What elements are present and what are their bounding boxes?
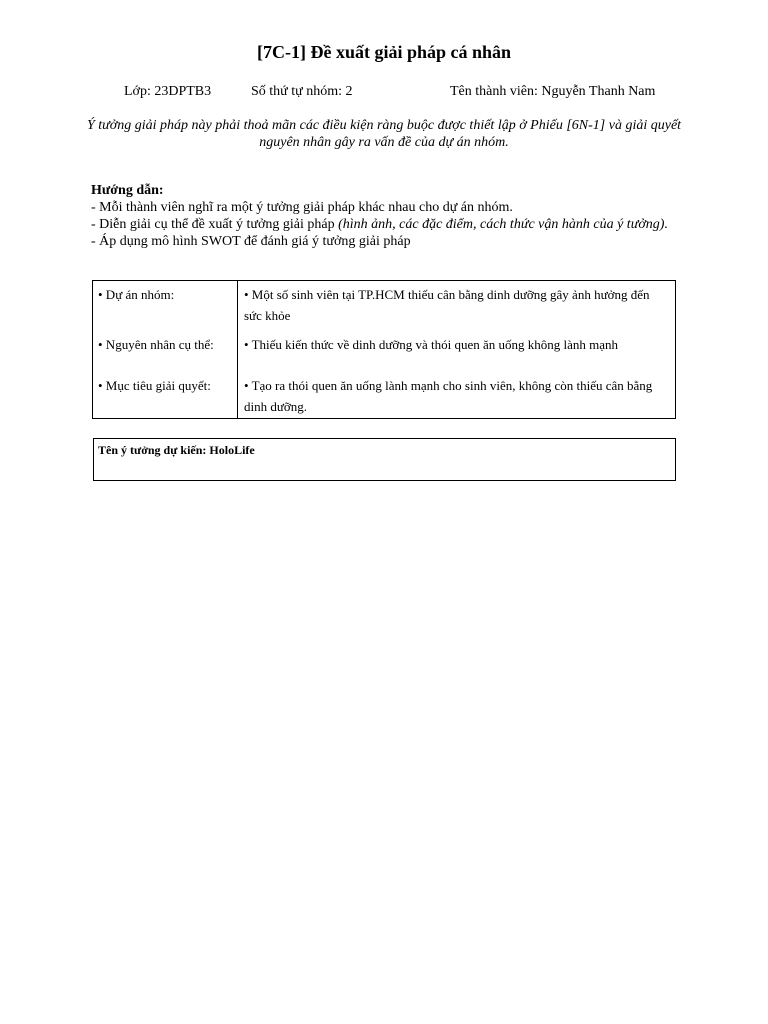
class-info: Lớp: 23DPTB3: [124, 84, 212, 99]
table-label-goal: • Mục tiêu giải quyết:: [98, 378, 211, 393]
table-label-project: • Dự án nhóm:: [98, 287, 175, 302]
guide-line-2-text: - Diễn giải cụ thể đề xuất ý tưởng giải pháp: [91, 217, 339, 232]
document-title: [7C-1] Đề xuất giải pháp cá nhân: [256, 42, 512, 62]
member-name-info: Tên thành viên: Nguyễn Thanh Nam: [450, 84, 656, 99]
table-value-goal: • Tạo ra thói quen ăn uống lành mạnh cho sinh viên, không còn thiếu cân bằng dinh dưỡng.: [244, 378, 653, 414]
intro-paragraph: Ý tưởng giải pháp này phải thoả mãn các điều kiện ràng buộc được thiết lập ở Phiếu [6N-1] và giải quyết nguyên nhân gây ra vấn đề của dự án nhóm.: [86, 118, 682, 150]
table-value-project: • Một số sinh viên tại TP.HCM thiếu cân bằng dinh dưỡng gây ảnh hưởng đến sức khỏe: [244, 287, 650, 323]
table-value-cause: • Thiếu kiến thức về dinh dưỡng và thói quen ăn uống không lành mạnh: [244, 337, 619, 352]
idea-name-label: Tên ý tưởng dự kiến: HoloLife: [98, 443, 255, 457]
idea-name-box: [93, 438, 676, 481]
guide-heading: Hướng dẫn:: [91, 183, 164, 198]
guide-line-1: - Mỗi thành viên nghĩ ra một ý tưởng giải pháp khác nhau cho dự án nhóm.: [91, 200, 513, 215]
group-number-info: Số thứ tự nhóm: 2: [251, 84, 353, 99]
table-column-divider: [237, 281, 238, 418]
project-info-table: [92, 280, 676, 419]
guide-line-2-italic: (hình ảnh, các đặc điểm, cách thức vận hành của ý tưởng).: [338, 217, 668, 232]
guide-section: [91, 182, 681, 250]
guide-line-3: - Áp dụng mô hình SWOT để đánh giá ý tưởng giải pháp: [91, 234, 411, 249]
table-label-cause: • Nguyên nhân cụ thể:: [98, 337, 214, 352]
guide-line-2: [91, 216, 681, 233]
